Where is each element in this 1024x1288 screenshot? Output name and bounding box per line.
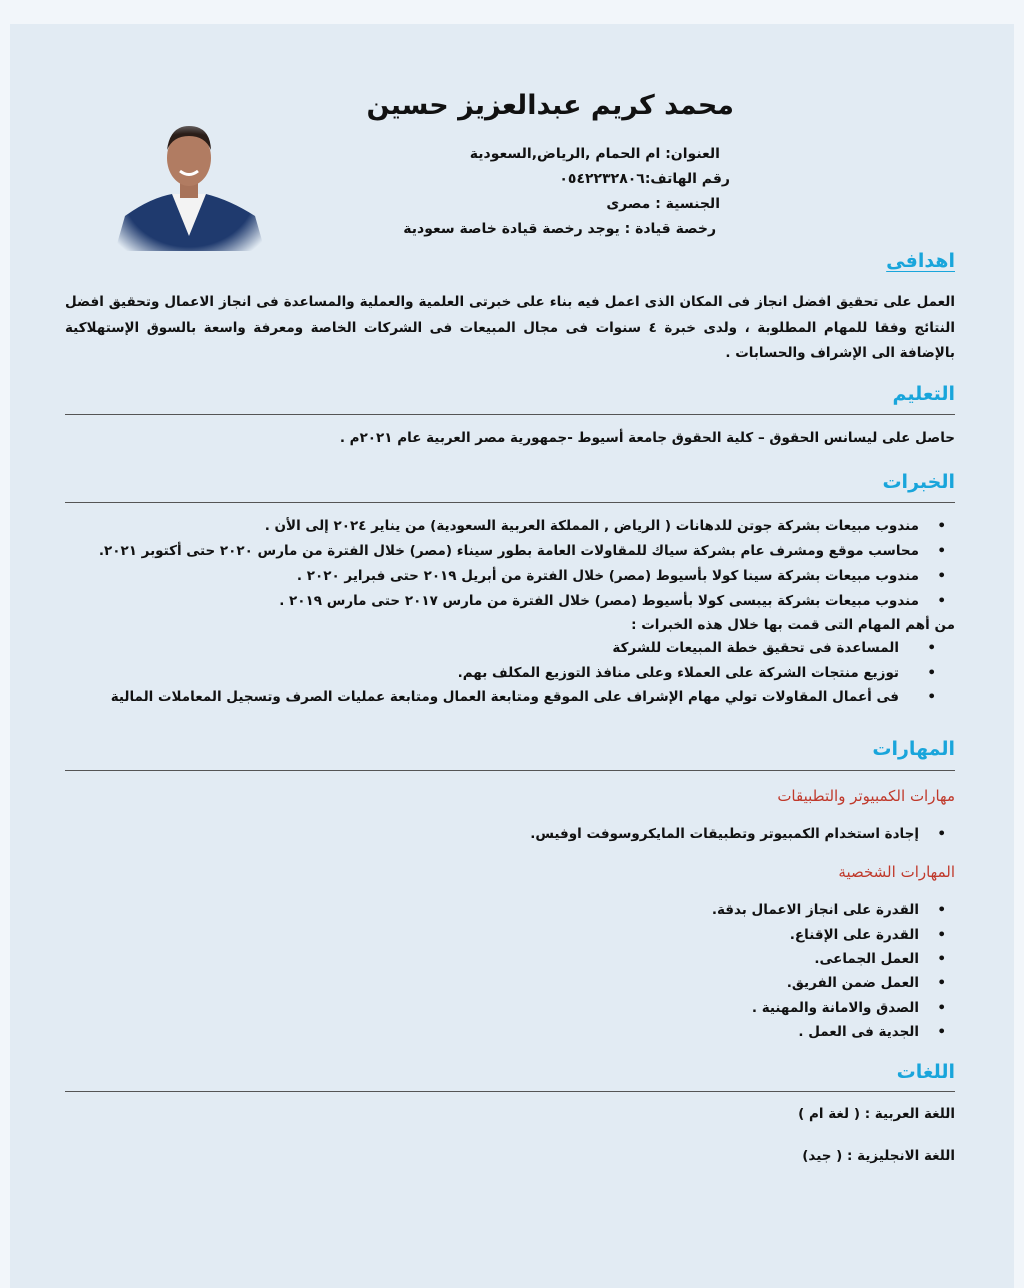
divider (65, 414, 955, 415)
skill-item: • الجدية فى العمل . (798, 1024, 919, 1040)
job-item: • مندوب مبيعات بشركة سينا كولا بأسيوط (مصر) خلال الفترة من أبريل ٢٠١٩ حتى فبراير ٢٠٢٠ . (297, 568, 919, 584)
job-item: • مندوب مبيعات بشركة بيبسى كولا بأسيوط (مصر) خلال الفترة من مارس ٢٠١٧ حتى مارس ٢٠١٩ . (279, 593, 919, 609)
skill-item: • القدرة على انجاز الاعمال بدقة. (712, 902, 919, 918)
address: العنوان: ام الحمام ,الرياض,السعودية (469, 146, 720, 162)
task-item: • المساعدة فى تحقيق خطة المبيعات للشركة (612, 640, 899, 656)
skill-item: • العمل الجماعى. (814, 951, 919, 967)
task-item: • فى أعمال المقاولات تولي مهام الإشراف على الموقع ومتابعة العمال ومتابعة عمليات الصرف وتسجيل المعاملات المالية (111, 689, 899, 705)
skills-heading: المهارات (872, 738, 955, 760)
divider (65, 502, 955, 503)
personal-skills-heading: المهارات الشخصية (838, 863, 955, 881)
task-item: • توزيع منتجات الشركة على العملاء وعلى منافذ التوزيع المكلف بهم. (458, 665, 899, 681)
full-name: محمد كريم عبدالعزيز حسين (366, 90, 734, 121)
languages-heading: اللغات (896, 1061, 955, 1083)
experience-heading: الخبرات (882, 471, 955, 493)
language-item: اللغة الانجليزية : ( جيد) (802, 1148, 955, 1164)
skill-item: • القدرة على الإقناع. (790, 927, 919, 943)
profile-photo (110, 116, 268, 251)
driving-license: رخصة قيادة : يوجد رخصة قيادة خاصة سعودية (403, 221, 716, 237)
objectives-text: العمل على تحقيق افضل انجاز فى المكان الذى اعمل فيه بناء على خبرتى العلمية والعملية والمساعدة فى انجاز الاعمال وتحقيق افضل النتائج وفقا للمهام المطلوبة ، ولدى خبرة ٤ سنوات فى مجال المبيعات فى الشركات الخاصة ومعرفة واسعة بالسوق الإستهلاكية بالإضافة الى الإشراف والحسابات . (65, 294, 955, 361)
language-item: اللغة العربية : ( لغة ام ) (798, 1106, 955, 1122)
skill-item: • العمل ضمن الفريق. (787, 975, 919, 991)
divider (65, 1091, 955, 1092)
computer-skills-heading: مهارات الكمبيوتر والتطبيقات (777, 787, 955, 805)
objectives-heading: اهدافى (886, 250, 955, 272)
cv-page (10, 24, 1014, 1288)
tasks-label: من أهم المهام التى قمت بها خلال هذه الخبرات : (631, 617, 955, 633)
phone: رقم الهاتف:٠٥٤٢٢٣٢٨٠٦ (559, 171, 730, 187)
education-text: حاصل على ليسانس الحقوق – كلية الحقوق جامعة أسيوط -جمهورية مصر العربية عام ٢٠٢١م . (339, 430, 955, 446)
divider (65, 770, 955, 771)
education-heading: التعليم (892, 383, 955, 405)
job-item: • مندوب مبيعات بشركة جوتن للدهانات ( الرياض , المملكة العربية السعودية) من يناير ٢٠٢٤ إلى الأن . (265, 518, 919, 534)
skill-item: • إجادة استخدام الكمبيوتر وتطبيقات المايكروسوفت اوفيس. (530, 826, 919, 842)
nationality: الجنسية : مصرى (606, 196, 720, 212)
skill-item: • الصدق والامانة والمهنية . (752, 1000, 919, 1016)
job-item: • محاسب موقع ومشرف عام بشركة سياك للمقاولات العامة بطور سيناء (مصر) خلال الفترة من مارس ٢٠٢٠ حتى أكتوبر ٢٠٢١. (99, 543, 919, 559)
